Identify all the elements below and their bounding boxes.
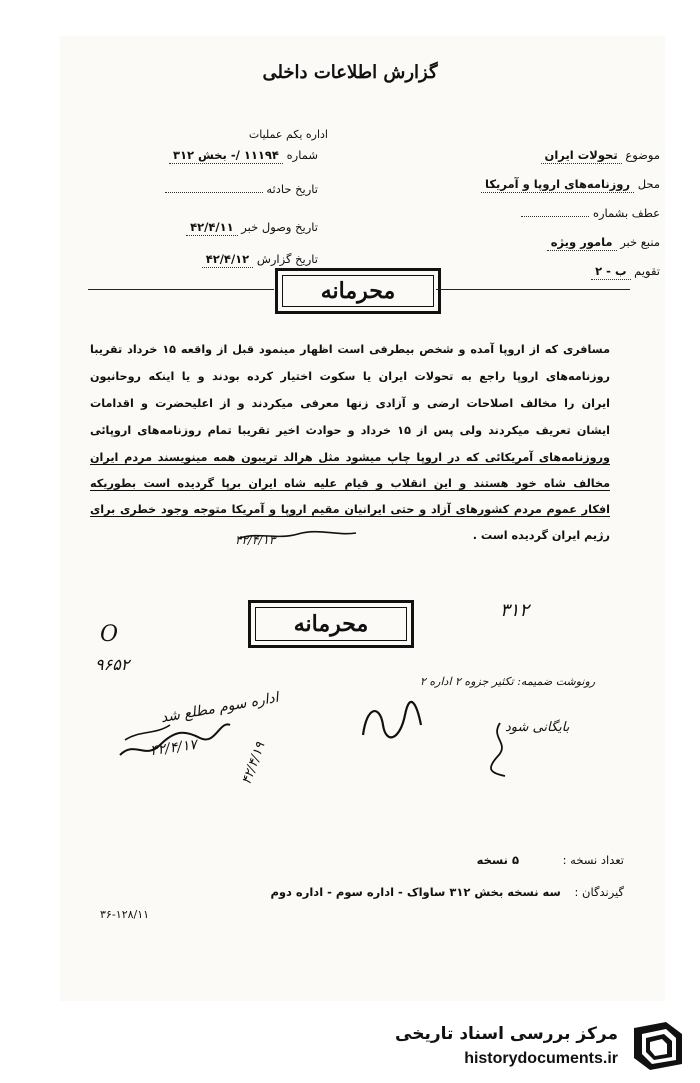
handwritten-circle: O bbox=[100, 622, 119, 647]
body-line-5: وروزنامه‌های آمریکائی که در اروپا چاپ میشود مثل هرالد تریبون همه مینویسند مردم ایران bbox=[90, 451, 610, 464]
rating-value: ب - ۲ bbox=[591, 264, 630, 280]
copies-row bbox=[477, 853, 624, 867]
form-code: ۳۶-۱۲۸/۱۱ bbox=[100, 908, 150, 921]
location-row bbox=[481, 177, 660, 193]
received-date-row bbox=[186, 220, 318, 236]
body-line-1: مسافری که از اروپا آمده و شخص بیطرفی است اظهار مینمود قبل از واقعه ۱۵ خرداد تقریبا bbox=[90, 343, 610, 356]
office-name: اداره یکم عملیات bbox=[248, 128, 328, 141]
copies-value: ۵ نسخه bbox=[476, 853, 519, 867]
body-line-3: ایران را مخالف اصلاحات ارضی و آزادی زنها معرفی میکردند و از اعلیحضرت و اقدامات bbox=[90, 397, 610, 410]
report-date-value: ۴۲/۴/۱۲ bbox=[202, 252, 254, 268]
body-line-4: ایشان تعریف میکردند ولی پس از ۱۵ خرداد و حوادث اخیر تقریبا تمام روزنامه‌های اروپائی bbox=[90, 424, 610, 437]
handwritten-date-mid: ۴۲/۴/۱۳ bbox=[235, 533, 276, 547]
report-title: گزارش اطلاعات داخلی bbox=[262, 62, 438, 83]
handwritten-note-3: ۴۲/۴/۱۹ bbox=[239, 740, 269, 787]
incident-date-row bbox=[165, 182, 318, 196]
incident-date-value bbox=[165, 191, 263, 193]
source-label: منبع خبر bbox=[620, 235, 660, 249]
subject-row bbox=[541, 148, 660, 164]
recipients-label: گیرندگان : bbox=[574, 885, 624, 899]
subject-value: تحولات ایران bbox=[541, 148, 622, 164]
archive-url: historydocuments.ir bbox=[464, 1050, 618, 1067]
header-rule-right bbox=[436, 289, 630, 290]
number-row bbox=[169, 148, 318, 164]
reference-label: عطف بشماره bbox=[592, 206, 660, 220]
number-value: ۱۱۱۹۴ /- بخش ۳۱۲ bbox=[169, 148, 283, 164]
report-date-row bbox=[202, 252, 318, 268]
recipients-row bbox=[270, 885, 624, 899]
archive-org-name: مرکز بررسی اسناد تاریخی bbox=[395, 1024, 618, 1044]
archive-logo-icon bbox=[630, 1020, 686, 1072]
handwritten-note-2: ۴۲/۴/۱۷ bbox=[149, 736, 198, 760]
report-date-label: تاریخ گزارش bbox=[256, 252, 318, 266]
reference-value bbox=[521, 215, 589, 217]
handwritten-left-number: ۹۶۵۲ bbox=[95, 655, 130, 674]
body-line-8: رژیم ایران گردیده است . bbox=[472, 529, 610, 542]
source-row bbox=[547, 235, 660, 251]
received-date-label: تاریخ وصول خبر bbox=[241, 220, 318, 234]
location-value: روزنامه‌های اروپا و آمریکا bbox=[481, 177, 634, 193]
number-label: شماره bbox=[286, 148, 318, 162]
header-rule-left bbox=[88, 289, 274, 290]
signature-right bbox=[470, 718, 530, 778]
received-date-value: ۴۲/۴/۱۱ bbox=[186, 220, 238, 236]
body-line-6: مخالف شاه خود هستند و این انقلاب و قیام علیه شاه ایران برپا گردیده است بطوریکه bbox=[90, 477, 610, 490]
handwritten-note-1: اداره سوم مطلع شد bbox=[159, 689, 280, 727]
body-line-7: افکار عموم مردم کشورهای آزاد و حتی ایرانیان مقیم اروپا و آمریکا متوجه وجود خطری برای bbox=[90, 503, 610, 516]
body-line-2: روزنامه‌های اروپا راجع به تحولات ایران یا سکوت اختیار کرده بودند و یا اینکه روحانیون bbox=[90, 370, 610, 383]
handwritten-note-4: رونوشت ضمیمه: تکثیر جزوه ۲ اداره ۲ bbox=[420, 675, 596, 688]
rating-label: تقویم bbox=[634, 264, 660, 278]
signature-left bbox=[115, 700, 235, 765]
signature-middle bbox=[355, 695, 425, 745]
reference-row bbox=[521, 206, 660, 220]
location-label: محل bbox=[637, 177, 660, 191]
confidential-stamp-top: محرمانه bbox=[275, 268, 441, 314]
confidential-stamp-bottom: محرمانه bbox=[248, 600, 414, 648]
handwritten-section-number: ۳۱۲ bbox=[500, 600, 530, 621]
recipients-value: سه نسخه بخش ۳۱۲ ساواک - اداره سوم - اداره دوم bbox=[270, 885, 561, 899]
incident-date-label: تاریخ حادثه bbox=[266, 182, 318, 196]
signature-mark-mid bbox=[238, 528, 358, 542]
subject-label: موضوع bbox=[625, 148, 660, 162]
source-value: مامور ویژه bbox=[547, 235, 617, 251]
rating-row bbox=[591, 264, 660, 280]
copies-label: تعداد نسخه : bbox=[562, 853, 624, 867]
handwritten-note-5: بایگانی شود bbox=[505, 720, 570, 735]
